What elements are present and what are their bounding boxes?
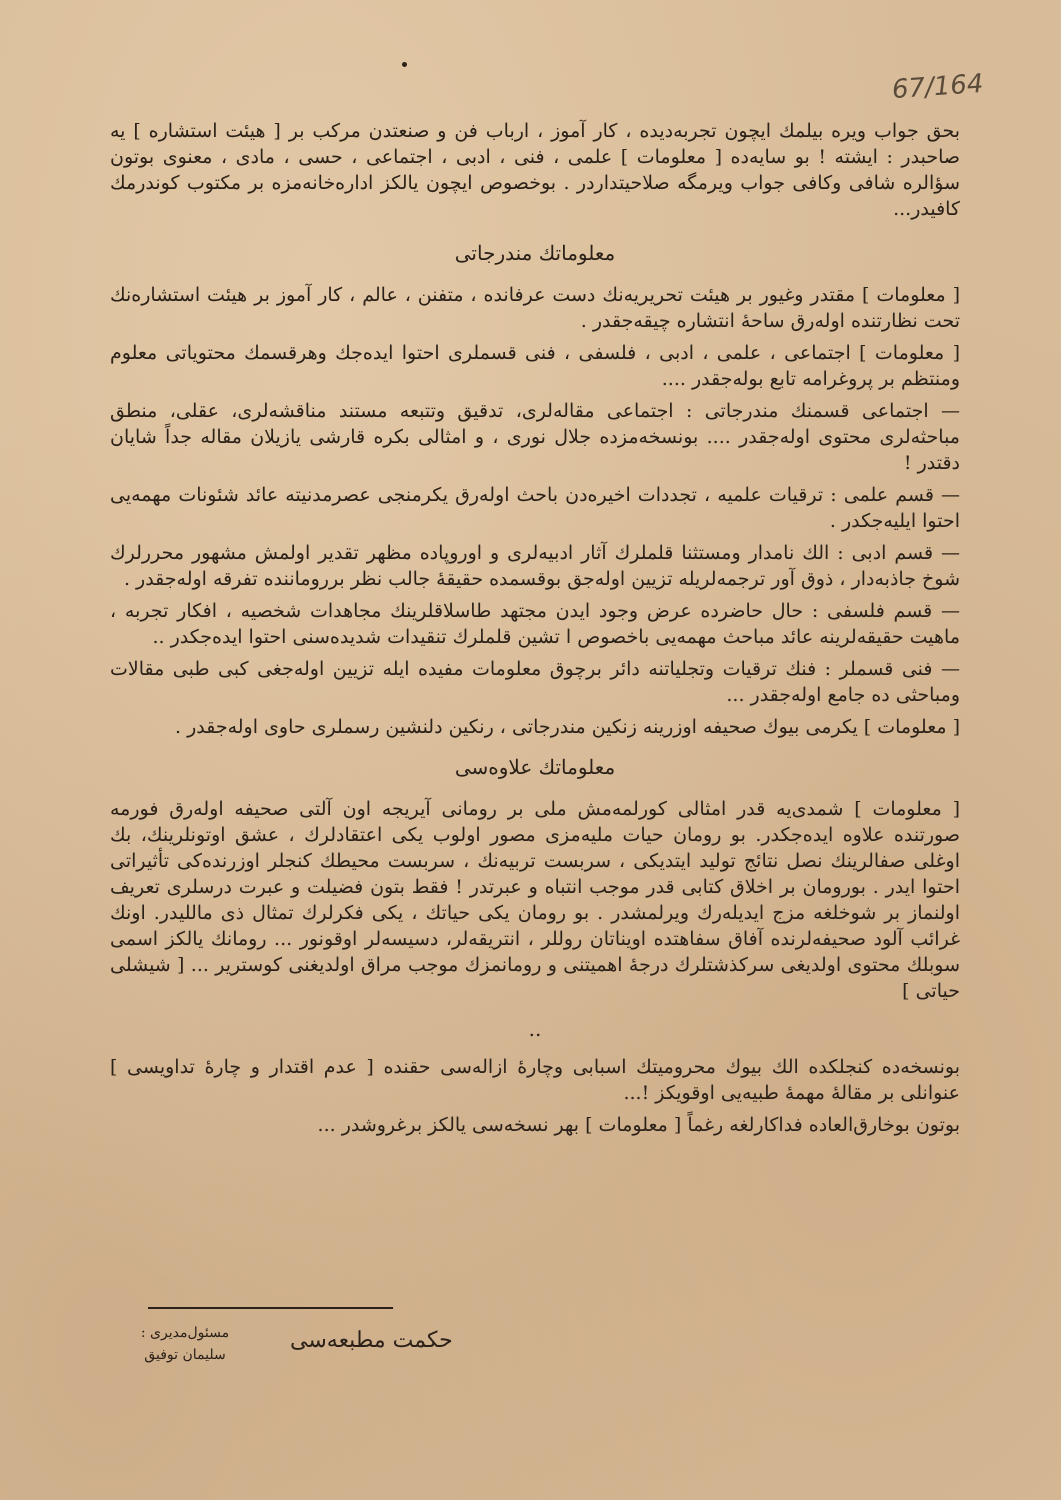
- document-body: [110, 118, 960, 1144]
- director-block: [130, 1322, 240, 1366]
- contents-paragraph: — اجتماعی قسمنك مندرجاتی : اجتماعی مقاله‌لری، تدقیق وتتبعه مستند مناقشه‌لری، عقلی، منطق مباحثه‌لری محتوی اوله‌جقدر .... بونسخه‌مزده جلال نوری ، و امثالی بکره قارشی یازیلان مقاله جداً شایان دقتدر !: [110, 400, 960, 474]
- section-heading-contents: معلوماتك مندرجاتی: [454, 241, 616, 265]
- director-title: مسئول‌مدیری :: [140, 1325, 230, 1341]
- contents-paragraph: — قسم فلسفی : حال حاضرده عرض وجود ایدن مجتهد طاسلاقلرینك مجاهدات شخصیه ، افکار تجربه ، ماهیت حقیقه‌لرینه عائد مباحث مهمه‌یی باخصوص ا تشین قلملرك تنقیدات شدیده‌سنی احتوا ایده‌جکدر ..: [110, 600, 960, 648]
- contents-paragraph: — قسم علمی : ترقیات علمیه ، تجددات اخیره‌دن باحث اوله‌رق یکرمنجی عصرمدنیته عائد شئونات مهمه‌یی احتوا ایلیه‌جکدر .: [110, 484, 960, 532]
- section-heading-supplement: معلوماتك علاوه‌سی: [454, 755, 616, 779]
- contents-paragraph: [ معلومات ] اجتماعی ، علمی ، ادبی ، فلسفی ، فنی قسملری احتوا ایده‌جك وهرقسمك محتویاتی معلوم ومنتظم بر پروغرامه تابع بوله‌جقدر ....: [110, 342, 960, 390]
- contents-paragraph: — قسم ادبی : الك نامدار ومستثنا قلملرك آثار ادبیه‌لری و اوروپاده مظهر تقدیر اولمش مشهور محررلرك شوخ جاذبه‌دار ، ذوق آور ترجمه‌لریله تزیین اوله‌جق بوقسمده حقیقهٔ جالب نظر برروماننده تفرقه اوله‌جقدر .: [110, 542, 960, 590]
- separator-dots: ..: [528, 1017, 542, 1041]
- folio-number: 67/164: [890, 68, 984, 106]
- notice-paragraph: بوتون بوخارق‌العاده فداکارلغه رغماً [ معلومات ] بهر نسخه‌سی یالکز برغروشدر ...: [317, 1114, 960, 1136]
- intro-paragraph: بحق جواب ویره بیلمك ایچون تجربه‌دیده ، کار آموز ، ارباب فن و صنعتدن مرکب بر [ هیئت استشاره ] یه صاحبدر : ایشته ! بو سایه‌ده [ معلومات ] علمی ، فنی ، ادبی ، اجتماعی ، حسی ، مادی ، معنوی بوتون سؤالره شافی وکافی جواب ویرمگه صلاحیتداردر . بوخصوص ایچون یالکز اداره‌خانه‌مزه بر مکتوب کوندرمك کافیدر...: [110, 120, 960, 220]
- director-name: سلیمان توفیق: [144, 1347, 226, 1363]
- printer-name: حکمت مطبعه‌سی: [290, 1328, 453, 1353]
- footer-rule: [148, 1307, 393, 1309]
- contents-paragraph: [ معلومات ] یکرمی بیوك صحیفه اوزرینه زنکین مندرجاتی ، رنکین دلنشین رسملری حاوی اوله‌جقدر .: [174, 716, 960, 738]
- notice-paragraph: بونسخه‌ده کنجلکده الك بیوك محرومیتك اسبابی وچارهٔ ازاله‌سی حقنده [ عدم اقتدار و چارهٔ تداویسی ] عنوانلی بر مقالهٔ مهمهٔ طبیه‌یی اوقویکز !...: [110, 1056, 960, 1104]
- ink-dot: [402, 62, 407, 67]
- contents-paragraph: — فنی قسملر : فنك ترقیات وتجلیاتنه دائر برچوق معلومات مفیده ایله تزیین اوله‌جغی کبی طبی مقالات ومباحثی ده جامع اوله‌جقدر ...: [110, 658, 960, 706]
- contents-paragraph: [ معلومات ] مقتدر وغیور بر هیئت تحریریه‌نك دست عرفانده ، متفنن ، عالم ، کار آموز بر هیئت استشاره‌نك تحت نظارتنده اوله‌رق ساحهٔ انتشاره چیقه‌جقدر .: [110, 284, 960, 332]
- supplement-paragraph: [ معلومات ] شمدی‌یه قدر امثالی کورلمه‌مش ملی بر رومانی آیریجه اون آلتی صحیفه اوله‌رق فورمه صورتنده علاوه ایده‌جکدر. بو رومان حیات ملیه‌مزی مصور اولوب یکی اعتقادلرك ، عشق اوتونلرینك، بك اوغلی صفالرینك نصل نتائج تولید ایتدیکی ، سربست تربیه‌نك ، سربست محیطك کنجلر اوزرنده‌کی تأثیراتی احتوا ایدر . بورومان بر اخلاق کتابی قدر موجب انتباه و عبرتدر ! فقط بتون فضیلت و عبرت درسلری تعریف اولنماز بر شوخلغه مزج ایدیله‌رك ویرلمشدر . بو رومان یکی حیاتك ، یکی فکرلرك تمثال ذی ماللیدر. اونك غرائب آلود صحیفه‌لرنده آفاق سفاهتده اویناتان روللر ، انتریقه‌لر، دسیسه‌لر اوقونور ... رومانك یالکز اسمی سوبلك محتوی اولدیغی سرکذشتلرك درجهٔ اهمیتنی و رومانمزك موجب مراق اولدیغنی کوستریر ... [ شیشلی حیاتی ]: [110, 798, 960, 1002]
